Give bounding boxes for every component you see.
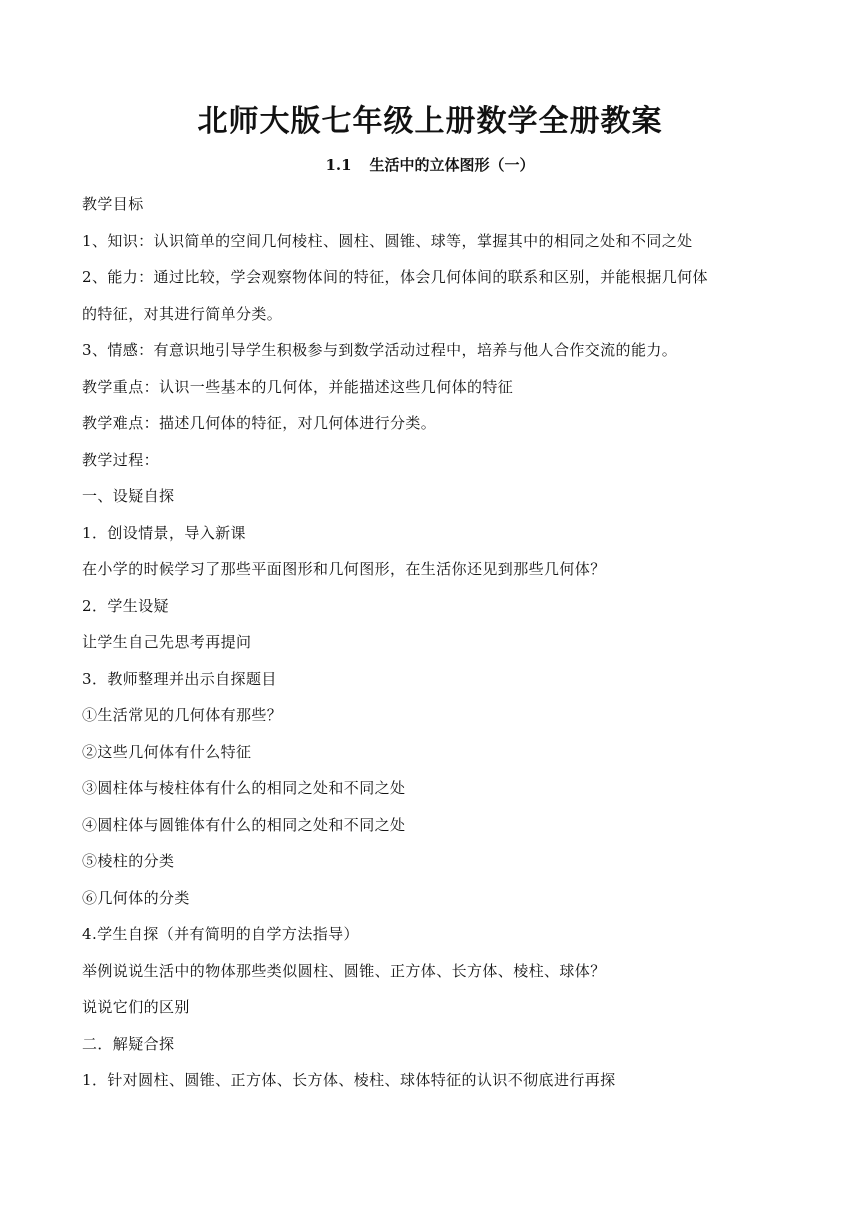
section-title: 生活中的立体图形（一） [369,156,535,174]
step-2-heading: 2．学生设疑 [82,596,169,615]
step-3-heading: 3．教师整理并出示自探题目 [82,669,277,688]
part-one-heading: 一、设疑自探 [82,487,175,505]
question-2: ②这些几何体有什么特征 [82,742,252,761]
step-4-heading: 4.学生自探（并有简明的自学方法指导） [82,925,359,943]
step-2-text: 让学生自己先思考再提问 [82,633,252,651]
teaching-difficulty: 教学难点：描述几何体的特征，对几何体进行分类。 [82,414,437,432]
goal-knowledge: 1、知识：认识简单的空间几何棱柱、圆柱、圆锥、球等，掌握其中的相同之处和不同之处 [82,231,693,250]
teaching-key-point: 教学重点：认识一些基本的几何体，并能描述这些几何体的特征 [82,377,514,396]
heading-teaching-process: 教学过程： [82,450,160,469]
question-4: ④圆柱体与圆锥体有什么的相同之处和不同之处 [82,815,406,834]
document-title: 北师大版七年级上册数学全册教案 [197,104,663,139]
question-1: ①生活常见的几何体有那些？ [82,706,283,724]
goal-emotion: 3、情感：有意识地引导学生积极参与到数学活动过程中，培养与他人合作交流的能力。 [82,341,678,359]
question-3: ③圆柱体与棱柱体有什么的相同之处和不同之处 [82,779,406,797]
section-heading [0,153,860,177]
part-two-step-1: 1．针对圆柱、圆锥、正方体、长方体、棱柱、球体特征的认识不彻底进行再探 [82,1071,616,1089]
goal-ability-continued: 的特征，对其进行简单分类。 [82,304,283,323]
step-4-text: 举例说说生活中的物体那些类似圆柱、圆锥、正方体、长方体、棱柱、球体？ [82,961,606,980]
document-body [82,186,782,1099]
step-1-text: 在小学的时候学习了那些平面图形和几何图形，在生活你还见到那些几何体？ [82,560,606,578]
question-6: ⑥几何体的分类 [82,888,190,907]
section-number: 1.1 [325,156,352,174]
part-two-heading: 二．解疑合探 [82,1034,175,1053]
step-4-text-2: 说说它们的区别 [82,998,190,1016]
question-5: ⑤棱柱的分类 [82,852,175,870]
heading-teaching-goals: 教学目标 [82,195,144,213]
goal-ability: 2、能力：通过比较，学会观察物体间的特征，体会几何体间的联系和区别，并能根据几何体 [82,268,708,286]
step-1-heading: 1．创设情景，导入新课 [82,523,246,542]
